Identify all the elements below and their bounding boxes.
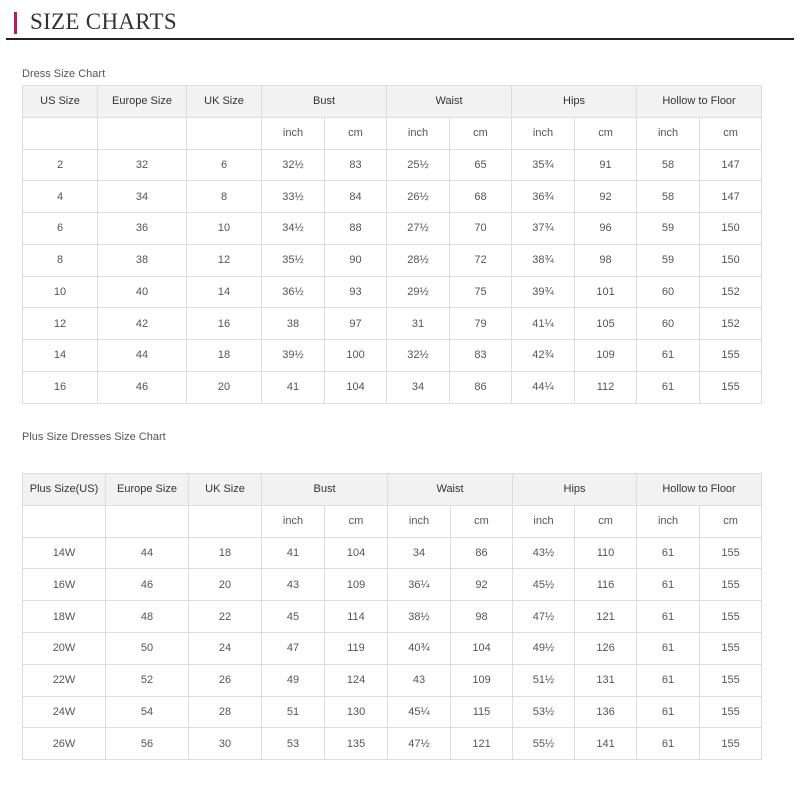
table-cell: 100 — [325, 340, 387, 372]
table-cell: 104 — [325, 371, 387, 403]
table-cell: 43½ — [513, 537, 575, 569]
table-cell: 14 — [187, 276, 262, 308]
table-cell: 56 — [106, 728, 189, 760]
table-cell: 35¾ — [512, 149, 575, 181]
table-cell: 109 — [451, 664, 513, 696]
table-cell: 44 — [106, 537, 189, 569]
plus-chart-title: Plus Size Dresses Size Chart — [22, 431, 166, 443]
table-cell: 104 — [451, 632, 513, 664]
table-header-row — [23, 86, 762, 118]
table-cell: 16 — [187, 308, 262, 340]
table-cell: 61 — [637, 601, 700, 633]
table-cell: 34½ — [262, 213, 325, 245]
table-cell: 147 — [700, 149, 762, 181]
table-cell: 8 — [23, 244, 98, 276]
unit-row — [23, 505, 762, 537]
table-cell: 26½ — [387, 181, 450, 213]
table-cell: 104 — [325, 537, 388, 569]
table-cell: 147 — [700, 181, 762, 213]
table-cell: 10 — [187, 213, 262, 245]
unit-label: cm — [325, 117, 387, 149]
table-cell: 22W — [23, 664, 106, 696]
column-header: Hips — [513, 474, 637, 506]
table-cell: 58 — [637, 181, 700, 213]
table-cell: 34 — [388, 537, 451, 569]
column-header: UK Size — [189, 474, 262, 506]
table-cell: 30 — [189, 728, 262, 760]
table-cell: 91 — [575, 149, 637, 181]
table-cell: 24W — [23, 696, 106, 728]
table-cell: 27½ — [387, 213, 450, 245]
unit-label: inch — [388, 505, 451, 537]
table-cell: 131 — [575, 664, 637, 696]
table-cell: 61 — [637, 696, 700, 728]
unit-label: cm — [700, 117, 762, 149]
empty-cell — [23, 505, 106, 537]
table-cell: 34 — [98, 181, 187, 213]
table-cell: 92 — [575, 181, 637, 213]
table-cell: 18W — [23, 601, 106, 633]
table-cell: 83 — [450, 340, 512, 372]
table-cell: 12 — [23, 308, 98, 340]
table-cell: 18 — [187, 340, 262, 372]
column-header: Hips — [512, 86, 637, 118]
title-accent-bar — [14, 12, 17, 34]
unit-row — [23, 117, 762, 149]
table-cell: 109 — [325, 569, 388, 601]
table-cell: 14 — [23, 340, 98, 372]
table-cell: 116 — [575, 569, 637, 601]
table-cell: 35½ — [262, 244, 325, 276]
table-row — [23, 632, 762, 664]
table-cell: 24 — [189, 632, 262, 664]
table-cell: 155 — [700, 728, 762, 760]
table-cell: 52 — [106, 664, 189, 696]
table-cell: 98 — [575, 244, 637, 276]
table-cell: 98 — [451, 601, 513, 633]
table-cell: 20 — [189, 569, 262, 601]
empty-cell — [98, 117, 187, 149]
table-row — [23, 308, 762, 340]
table-cell: 26W — [23, 728, 106, 760]
table-row — [23, 244, 762, 276]
table-cell: 32½ — [262, 149, 325, 181]
table-cell: 96 — [575, 213, 637, 245]
table-cell: 61 — [637, 569, 700, 601]
table-cell: 141 — [575, 728, 637, 760]
table-cell: 59 — [637, 244, 700, 276]
table-cell: 10 — [23, 276, 98, 308]
dress-size-table — [22, 85, 762, 404]
table-row — [23, 728, 762, 760]
table-row — [23, 537, 762, 569]
table-cell: 36½ — [262, 276, 325, 308]
table-cell: 60 — [637, 308, 700, 340]
table-cell: 155 — [700, 569, 762, 601]
column-header: Waist — [388, 474, 513, 506]
table-cell: 60 — [637, 276, 700, 308]
table-cell: 61 — [637, 664, 700, 696]
table-cell: 6 — [187, 149, 262, 181]
table-cell: 155 — [700, 632, 762, 664]
table-cell: 28 — [189, 696, 262, 728]
table-cell: 152 — [700, 276, 762, 308]
table-cell: 112 — [575, 371, 637, 403]
table-cell: 45¼ — [388, 696, 451, 728]
table-cell: 18 — [189, 537, 262, 569]
table-row — [23, 569, 762, 601]
table-cell: 48 — [106, 601, 189, 633]
unit-label: inch — [637, 117, 700, 149]
table-cell: 43 — [262, 569, 325, 601]
table-cell: 28½ — [387, 244, 450, 276]
table-cell: 84 — [325, 181, 387, 213]
table-row — [23, 664, 762, 696]
empty-cell — [106, 505, 189, 537]
table-cell: 53½ — [513, 696, 575, 728]
table-cell: 32 — [98, 149, 187, 181]
table-cell: 16W — [23, 569, 106, 601]
table-row — [23, 371, 762, 403]
table-cell: 41 — [262, 537, 325, 569]
table-cell: 124 — [325, 664, 388, 696]
table-cell: 92 — [451, 569, 513, 601]
table-cell: 36¾ — [512, 181, 575, 213]
table-cell: 59 — [637, 213, 700, 245]
table-cell: 38½ — [388, 601, 451, 633]
plus-size-table — [22, 473, 762, 760]
table-cell: 51 — [262, 696, 325, 728]
table-cell: 42¾ — [512, 340, 575, 372]
table-row — [23, 149, 762, 181]
unit-label: inch — [513, 505, 575, 537]
table-cell: 109 — [575, 340, 637, 372]
unit-label: cm — [700, 505, 762, 537]
page-header — [6, 4, 794, 40]
table-cell: 110 — [575, 537, 637, 569]
table-cell: 55½ — [513, 728, 575, 760]
table-row — [23, 276, 762, 308]
table-cell: 61 — [637, 632, 700, 664]
table-cell: 31 — [387, 308, 450, 340]
empty-cell — [189, 505, 262, 537]
table-cell: 115 — [451, 696, 513, 728]
table-cell: 38¾ — [512, 244, 575, 276]
table-cell: 83 — [325, 149, 387, 181]
table-cell: 97 — [325, 308, 387, 340]
table-cell: 36¼ — [388, 569, 451, 601]
table-row — [23, 181, 762, 213]
table-cell: 75 — [450, 276, 512, 308]
table-cell: 26 — [189, 664, 262, 696]
column-header: UK Size — [187, 86, 262, 118]
table-cell: 33½ — [262, 181, 325, 213]
table-cell: 45 — [262, 601, 325, 633]
table-cell: 22 — [189, 601, 262, 633]
column-header: Waist — [387, 86, 512, 118]
column-header: US Size — [23, 86, 98, 118]
unit-label: inch — [262, 505, 325, 537]
table-cell: 41 — [262, 371, 325, 403]
unit-label: cm — [451, 505, 513, 537]
table-cell: 61 — [637, 537, 700, 569]
table-cell: 70 — [450, 213, 512, 245]
column-header: Europe Size — [98, 86, 187, 118]
column-header: Hollow to Floor — [637, 86, 762, 118]
table-cell: 54 — [106, 696, 189, 728]
table-cell: 37¾ — [512, 213, 575, 245]
table-cell: 20W — [23, 632, 106, 664]
unit-label: cm — [450, 117, 512, 149]
table-cell: 36 — [98, 213, 187, 245]
table-cell: 12 — [187, 244, 262, 276]
table-cell: 25½ — [387, 149, 450, 181]
unit-label: inch — [262, 117, 325, 149]
table-cell: 40¾ — [388, 632, 451, 664]
table-cell: 88 — [325, 213, 387, 245]
table-cell: 2 — [23, 149, 98, 181]
table-cell: 152 — [700, 308, 762, 340]
table-cell: 58 — [637, 149, 700, 181]
table-cell: 135 — [325, 728, 388, 760]
table-cell: 47½ — [513, 601, 575, 633]
table-cell: 16 — [23, 371, 98, 403]
table-cell: 53 — [262, 728, 325, 760]
table-cell: 14W — [23, 537, 106, 569]
table-cell: 150 — [700, 244, 762, 276]
unit-label: cm — [575, 505, 637, 537]
table-cell: 49½ — [513, 632, 575, 664]
table-cell: 38 — [262, 308, 325, 340]
table-cell: 29½ — [387, 276, 450, 308]
table-cell: 93 — [325, 276, 387, 308]
table-cell: 38 — [98, 244, 187, 276]
table-cell: 130 — [325, 696, 388, 728]
table-cell: 155 — [700, 537, 762, 569]
table-cell: 105 — [575, 308, 637, 340]
table-cell: 46 — [98, 371, 187, 403]
table-row — [23, 213, 762, 245]
table-cell: 72 — [450, 244, 512, 276]
table-cell: 49 — [262, 664, 325, 696]
table-cell: 101 — [575, 276, 637, 308]
table-cell: 6 — [23, 213, 98, 245]
table-cell: 150 — [700, 213, 762, 245]
table-cell: 32½ — [387, 340, 450, 372]
column-header: Europe Size — [106, 474, 189, 506]
table-row — [23, 601, 762, 633]
table-cell: 44 — [98, 340, 187, 372]
unit-label: inch — [637, 505, 700, 537]
unit-label: cm — [325, 505, 388, 537]
table-cell: 155 — [700, 696, 762, 728]
table-cell: 40 — [98, 276, 187, 308]
table-cell: 43 — [388, 664, 451, 696]
unit-label: inch — [512, 117, 575, 149]
page-title: SIZE CHARTS — [30, 9, 177, 34]
table-cell: 51½ — [513, 664, 575, 696]
table-cell: 121 — [451, 728, 513, 760]
empty-cell — [187, 117, 262, 149]
unit-label: cm — [575, 117, 637, 149]
table-cell: 126 — [575, 632, 637, 664]
table-cell: 119 — [325, 632, 388, 664]
table-cell: 65 — [450, 149, 512, 181]
table-cell: 86 — [451, 537, 513, 569]
table-cell: 121 — [575, 601, 637, 633]
column-header: Plus Size(US) — [23, 474, 106, 506]
table-cell: 20 — [187, 371, 262, 403]
table-cell: 47 — [262, 632, 325, 664]
table-cell: 50 — [106, 632, 189, 664]
column-header: Bust — [262, 474, 388, 506]
table-cell: 114 — [325, 601, 388, 633]
table-cell: 136 — [575, 696, 637, 728]
table-row — [23, 340, 762, 372]
table-cell: 90 — [325, 244, 387, 276]
table-cell: 39½ — [262, 340, 325, 372]
table-header-row — [23, 474, 762, 506]
table-cell: 61 — [637, 371, 700, 403]
column-header: Bust — [262, 86, 387, 118]
table-row — [23, 696, 762, 728]
table-cell: 61 — [637, 728, 700, 760]
table-cell: 61 — [637, 340, 700, 372]
table-cell: 68 — [450, 181, 512, 213]
table-cell: 8 — [187, 181, 262, 213]
table-cell: 155 — [700, 371, 762, 403]
table-cell: 47½ — [388, 728, 451, 760]
table-cell: 34 — [387, 371, 450, 403]
table-cell: 44¼ — [512, 371, 575, 403]
table-cell: 155 — [700, 601, 762, 633]
table-cell: 155 — [700, 664, 762, 696]
column-header: Hollow to Floor — [637, 474, 762, 506]
table-cell: 42 — [98, 308, 187, 340]
table-cell: 41¼ — [512, 308, 575, 340]
table-cell: 39¾ — [512, 276, 575, 308]
table-cell: 86 — [450, 371, 512, 403]
dress-chart-title: Dress Size Chart — [22, 68, 106, 80]
table-cell: 46 — [106, 569, 189, 601]
table-cell: 79 — [450, 308, 512, 340]
table-cell: 45½ — [513, 569, 575, 601]
table-cell: 155 — [700, 340, 762, 372]
unit-label: inch — [387, 117, 450, 149]
empty-cell — [23, 117, 98, 149]
table-cell: 4 — [23, 181, 98, 213]
